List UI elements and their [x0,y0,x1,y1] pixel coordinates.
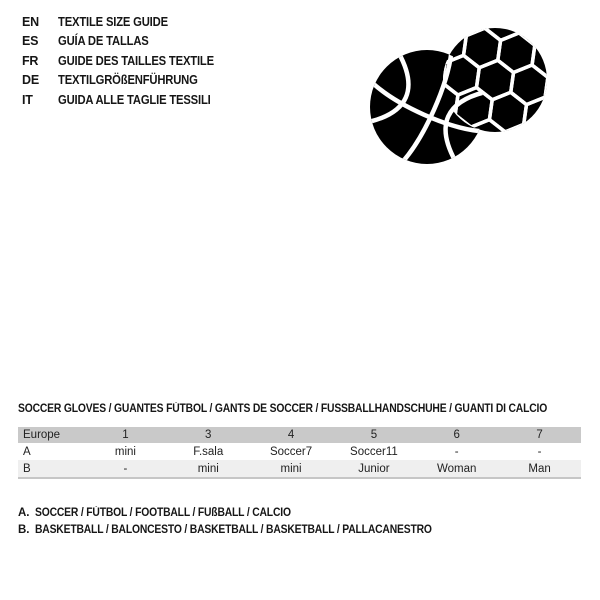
lang-label: TEXTILE SIZE GUIDE [58,15,168,29]
table-cell: Junior [332,460,415,478]
legend-text: SOCCER / FÚTBOL / FOOTBALL / FUßBALL / CALCIO [35,507,291,519]
legend-key: A. [18,507,30,519]
lang-row-de [22,71,231,90]
size-table [18,427,581,479]
lang-code: EN [22,15,39,29]
header-cell-size: 3 [167,427,250,443]
row-label: A [18,443,84,460]
language-list [22,13,231,110]
lang-label: GUIDA ALLE TAGLIE TESSILI [58,92,211,107]
table-row-a [18,443,581,460]
row-label: B [18,460,84,478]
lang-code: IT [22,92,33,107]
table-cell: Soccer11 [332,443,415,460]
header-cell-size: 6 [415,427,498,443]
lang-label: GUÍA DE TALLAS [58,34,149,49]
lang-code: FR [22,53,39,68]
table-row-b [18,460,581,478]
lang-row-es [22,32,231,51]
table-cell: mini [250,460,333,478]
header-cell-size: 1 [84,427,167,443]
header-cell-size: 5 [332,427,415,443]
table-cell: - [498,443,581,460]
lang-label: TEXTILGRÖßENFÜHRUNG [58,73,198,88]
balls-illustration [352,8,562,176]
lang-row-fr [22,52,231,71]
lang-row-it [22,91,231,110]
header-cell-size: 4 [250,427,333,443]
legend-row-a [18,505,476,522]
legend-key: B. [18,523,30,536]
table-cell: mini [84,443,167,460]
lang-code: ES [22,34,39,49]
table-cell: Man [498,460,581,478]
legend-row-b [18,522,476,539]
table-cell: mini [167,460,250,478]
table-header-row [18,427,581,443]
lang-row-en [22,13,231,32]
header-cell-region: Europe [18,427,84,443]
table-cell: Soccer7 [250,443,333,460]
lang-code: DE [22,73,39,88]
table-cell: - [84,460,167,478]
legend [18,505,476,538]
legend-text: BASKETBALL / BALONCESTO / BASKETBALL / BASKETBALL / PALLACANESTRO [35,523,432,536]
lang-label: GUIDE DES TAILLES TEXTILE [58,53,214,68]
table-title: SOCCER GLOVES / GUANTES FÚTBOL / GANTS DE SOCCER / FUSSBALLHANDSCHUHE / GUANTI DI CALCIO [18,403,548,415]
header-cell-size: 7 [498,427,581,443]
table-cell: F.sala [167,443,250,460]
table-cell: - [415,443,498,460]
table-cell: Woman [415,460,498,478]
